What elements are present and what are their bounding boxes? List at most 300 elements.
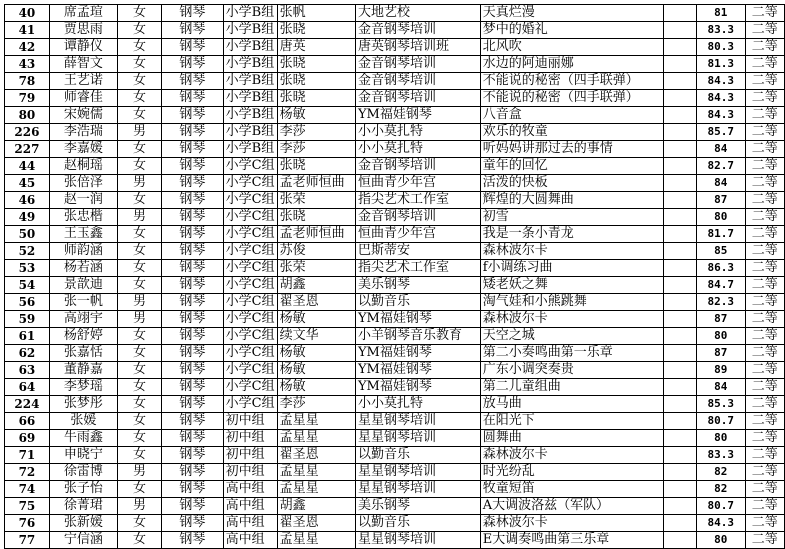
- cell-score: 83.3: [696, 447, 745, 464]
- cell-number: 226: [5, 124, 50, 141]
- cell-gender: 男: [118, 464, 162, 481]
- cell-name: 李嘉媛: [49, 141, 117, 158]
- cell-empty: [664, 158, 697, 175]
- cell-award: 二等: [745, 294, 784, 311]
- cell-award: 二等: [745, 243, 784, 260]
- cell-instrument: 钢琴: [162, 311, 224, 328]
- cell-gender: 女: [118, 328, 162, 345]
- cell-number: 77: [5, 532, 50, 549]
- cell-organization: 以勤音乐: [355, 447, 480, 464]
- cell-name: 赵一润: [49, 192, 117, 209]
- cell-gender: 女: [118, 39, 162, 56]
- cell-number: 224: [5, 396, 50, 413]
- cell-award: 二等: [745, 532, 784, 549]
- table-row: [5, 175, 785, 192]
- cell-empty: [664, 311, 697, 328]
- cell-teacher: 杨敏: [277, 345, 355, 362]
- cell-name: 师韵涵: [49, 243, 117, 260]
- cell-organization: 美乐钢琴: [355, 277, 480, 294]
- cell-award: 二等: [745, 175, 784, 192]
- cell-gender: 男: [118, 175, 162, 192]
- cell-empty: [664, 243, 697, 260]
- cell-number: 49: [5, 209, 50, 226]
- cell-instrument: 钢琴: [162, 447, 224, 464]
- cell-instrument: 钢琴: [162, 481, 224, 498]
- cell-empty: [664, 396, 697, 413]
- cell-instrument: 钢琴: [162, 413, 224, 430]
- cell-empty: [664, 379, 697, 396]
- cell-name: 徐菁珺: [49, 498, 117, 515]
- cell-score: 86.3: [696, 260, 745, 277]
- cell-instrument: 钢琴: [162, 260, 224, 277]
- cell-piece: 活泼的快板: [480, 175, 663, 192]
- cell-gender: 女: [118, 515, 162, 532]
- table-row: [5, 396, 785, 413]
- table-row: [5, 226, 785, 243]
- cell-gender: 女: [118, 379, 162, 396]
- cell-empty: [664, 39, 697, 56]
- cell-number: 52: [5, 243, 50, 260]
- cell-score: 82: [696, 481, 745, 498]
- cell-organization: 小小莫扎特: [355, 396, 480, 413]
- cell-piece: 八音盒: [480, 107, 663, 124]
- table-row: [5, 22, 785, 39]
- table-row: [5, 243, 785, 260]
- cell-piece: 森林波尔卡: [480, 515, 663, 532]
- table-row: [5, 345, 785, 362]
- cell-instrument: 钢琴: [162, 345, 224, 362]
- cell-empty: [664, 226, 697, 243]
- table-row: [5, 481, 785, 498]
- cell-number: 53: [5, 260, 50, 277]
- cell-name: 景歆迪: [49, 277, 117, 294]
- table-row: [5, 56, 785, 73]
- cell-group: 小学B组: [223, 90, 277, 107]
- cell-group: 小学B组: [223, 107, 277, 124]
- cell-award: 二等: [745, 124, 784, 141]
- cell-award: 二等: [745, 345, 784, 362]
- cell-number: 80: [5, 107, 50, 124]
- cell-organization: YM福娃钢琴: [355, 107, 480, 124]
- cell-gender: 女: [118, 277, 162, 294]
- cell-empty: [664, 5, 697, 22]
- cell-gender: 女: [118, 430, 162, 447]
- cell-instrument: 钢琴: [162, 158, 224, 175]
- table-row: [5, 107, 785, 124]
- cell-score: 80: [696, 430, 745, 447]
- cell-number: 227: [5, 141, 50, 158]
- cell-teacher: 李莎: [277, 141, 355, 158]
- cell-award: 二等: [745, 277, 784, 294]
- cell-name: 张新媛: [49, 515, 117, 532]
- cell-gender: 女: [118, 226, 162, 243]
- cell-teacher: 杨敏: [277, 362, 355, 379]
- cell-instrument: 钢琴: [162, 362, 224, 379]
- cell-teacher: 张晓: [277, 209, 355, 226]
- cell-organization: 金音钢琴培训: [355, 56, 480, 73]
- cell-number: 64: [5, 379, 50, 396]
- cell-score: 84.3: [696, 90, 745, 107]
- cell-empty: [664, 56, 697, 73]
- cell-group: 初中组: [223, 464, 277, 481]
- award-table: [4, 4, 785, 549]
- cell-award: 二等: [745, 430, 784, 447]
- cell-name: 宋婉儒: [49, 107, 117, 124]
- cell-award: 二等: [745, 209, 784, 226]
- cell-empty: [664, 90, 697, 107]
- cell-gender: 女: [118, 73, 162, 90]
- cell-piece: 我是一条小青龙: [480, 226, 663, 243]
- cell-teacher: 翟圣恩: [277, 294, 355, 311]
- cell-organization: 恒曲青少年宫: [355, 175, 480, 192]
- cell-teacher: 苏俊: [277, 243, 355, 260]
- cell-group: 小学C组: [223, 175, 277, 192]
- cell-empty: [664, 22, 697, 39]
- cell-empty: [664, 464, 697, 481]
- cell-organization: YM福娃钢琴: [355, 379, 480, 396]
- cell-teacher: 胡鑫: [277, 277, 355, 294]
- cell-instrument: 钢琴: [162, 277, 224, 294]
- cell-number: 79: [5, 90, 50, 107]
- cell-instrument: 钢琴: [162, 175, 224, 192]
- cell-number: 69: [5, 430, 50, 447]
- cell-empty: [664, 498, 697, 515]
- cell-organization: 唐英钢琴培训班: [355, 39, 480, 56]
- cell-score: 82.3: [696, 294, 745, 311]
- cell-instrument: 钢琴: [162, 294, 224, 311]
- cell-piece: 天真烂漫: [480, 5, 663, 22]
- cell-name: 申晓宁: [49, 447, 117, 464]
- cell-group: 高中组: [223, 498, 277, 515]
- cell-piece: 牧童短笛: [480, 481, 663, 498]
- table-row: [5, 209, 785, 226]
- cell-award: 二等: [745, 141, 784, 158]
- cell-teacher: 张晓: [277, 22, 355, 39]
- cell-score: 85.7: [696, 124, 745, 141]
- table-row: [5, 532, 785, 549]
- cell-group: 小学B组: [223, 141, 277, 158]
- cell-score: 87: [696, 311, 745, 328]
- cell-group: 小学C组: [223, 209, 277, 226]
- cell-gender: 女: [118, 90, 162, 107]
- cell-piece: 水边的阿迪丽娜: [480, 56, 663, 73]
- cell-number: 71: [5, 447, 50, 464]
- table-row: [5, 328, 785, 345]
- cell-piece: 放马曲: [480, 396, 663, 413]
- table-body: [5, 5, 785, 549]
- cell-score: 85: [696, 243, 745, 260]
- cell-score: 82: [696, 464, 745, 481]
- cell-number: 42: [5, 39, 50, 56]
- cell-number: 54: [5, 277, 50, 294]
- cell-number: 40: [5, 5, 50, 22]
- cell-group: 初中组: [223, 430, 277, 447]
- cell-name: 王玉鑫: [49, 226, 117, 243]
- cell-number: 75: [5, 498, 50, 515]
- cell-score: 80: [696, 328, 745, 345]
- cell-number: 44: [5, 158, 50, 175]
- cell-number: 72: [5, 464, 50, 481]
- cell-organization: 星星钢琴培训: [355, 532, 480, 549]
- cell-instrument: 钢琴: [162, 464, 224, 481]
- cell-name: 张忠楷: [49, 209, 117, 226]
- cell-number: 78: [5, 73, 50, 90]
- cell-teacher: 张荣: [277, 260, 355, 277]
- cell-gender: 女: [118, 447, 162, 464]
- cell-group: 小学C组: [223, 260, 277, 277]
- cell-organization: 星星钢琴培训: [355, 481, 480, 498]
- table-row: [5, 39, 785, 56]
- cell-piece: 初雪: [480, 209, 663, 226]
- cell-gender: 女: [118, 107, 162, 124]
- cell-name: 师睿佳: [49, 90, 117, 107]
- cell-score: 80: [696, 209, 745, 226]
- cell-empty: [664, 294, 697, 311]
- cell-organization: 金音钢琴培训: [355, 73, 480, 90]
- cell-empty: [664, 532, 697, 549]
- cell-award: 二等: [745, 192, 784, 209]
- cell-organization: 金音钢琴培训: [355, 158, 480, 175]
- cell-score: 80.7: [696, 498, 745, 515]
- cell-group: 小学C组: [223, 345, 277, 362]
- cell-score: 84.3: [696, 515, 745, 532]
- cell-piece: 欢乐的牧童: [480, 124, 663, 141]
- cell-piece: 童年的回忆: [480, 158, 663, 175]
- cell-gender: 女: [118, 396, 162, 413]
- cell-number: 56: [5, 294, 50, 311]
- cell-instrument: 钢琴: [162, 90, 224, 107]
- table-row: [5, 379, 785, 396]
- table-row: [5, 277, 785, 294]
- cell-instrument: 钢琴: [162, 39, 224, 56]
- cell-teacher: 李莎: [277, 396, 355, 413]
- table-row: [5, 124, 785, 141]
- cell-name: 张梦彤: [49, 396, 117, 413]
- cell-award: 二等: [745, 260, 784, 277]
- cell-award: 二等: [745, 73, 784, 90]
- table-row: [5, 158, 785, 175]
- cell-organization: 金音钢琴培训: [355, 90, 480, 107]
- cell-organization: 指尖艺术工作室: [355, 260, 480, 277]
- table-row: [5, 413, 785, 430]
- cell-gender: 男: [118, 294, 162, 311]
- cell-organization: 小小莫扎特: [355, 124, 480, 141]
- cell-award: 二等: [745, 158, 784, 175]
- cell-group: 小学C组: [223, 158, 277, 175]
- cell-empty: [664, 515, 697, 532]
- cell-group: 小学C组: [223, 226, 277, 243]
- cell-group: 高中组: [223, 532, 277, 549]
- cell-piece: 梦中的婚礼: [480, 22, 663, 39]
- cell-instrument: 钢琴: [162, 226, 224, 243]
- cell-award: 二等: [745, 226, 784, 243]
- cell-instrument: 钢琴: [162, 532, 224, 549]
- cell-teacher: 孟星星: [277, 464, 355, 481]
- table-row: [5, 498, 785, 515]
- cell-empty: [664, 175, 697, 192]
- cell-group: 小学B组: [223, 73, 277, 90]
- cell-number: 76: [5, 515, 50, 532]
- cell-name: 张一帆: [49, 294, 117, 311]
- cell-score: 84: [696, 141, 745, 158]
- cell-number: 62: [5, 345, 50, 362]
- cell-score: 89: [696, 362, 745, 379]
- cell-number: 66: [5, 413, 50, 430]
- cell-instrument: 钢琴: [162, 124, 224, 141]
- cell-score: 87: [696, 192, 745, 209]
- cell-organization: 星星钢琴培训: [355, 464, 480, 481]
- cell-piece: 森林波尔卡: [480, 243, 663, 260]
- table-row: [5, 192, 785, 209]
- cell-organization: 星星钢琴培训: [355, 430, 480, 447]
- cell-gender: 女: [118, 141, 162, 158]
- cell-teacher: 张晓: [277, 90, 355, 107]
- cell-teacher: 翟圣恩: [277, 515, 355, 532]
- cell-teacher: 续文华: [277, 328, 355, 345]
- cell-organization: 以勤音乐: [355, 515, 480, 532]
- cell-organization: 美乐钢琴: [355, 498, 480, 515]
- cell-piece: 北风吹: [480, 39, 663, 56]
- cell-instrument: 钢琴: [162, 141, 224, 158]
- table-row: [5, 90, 785, 107]
- cell-score: 81.7: [696, 226, 745, 243]
- cell-name: 赵桐瑶: [49, 158, 117, 175]
- table-row: [5, 73, 785, 90]
- cell-name: 高翊宇: [49, 311, 117, 328]
- cell-empty: [664, 209, 697, 226]
- cell-name: 李浩瑞: [49, 124, 117, 141]
- cell-teacher: 张晓: [277, 73, 355, 90]
- cell-name: 张倍泽: [49, 175, 117, 192]
- cell-organization: 恒曲青少年宫: [355, 226, 480, 243]
- cell-score: 81: [696, 5, 745, 22]
- cell-group: 小学C组: [223, 328, 277, 345]
- cell-piece: 圆舞曲: [480, 430, 663, 447]
- cell-gender: 女: [118, 345, 162, 362]
- cell-empty: [664, 447, 697, 464]
- cell-award: 二等: [745, 413, 784, 430]
- cell-instrument: 钢琴: [162, 515, 224, 532]
- cell-award: 二等: [745, 396, 784, 413]
- cell-instrument: 钢琴: [162, 5, 224, 22]
- cell-name: 牛雨鑫: [49, 430, 117, 447]
- cell-award: 二等: [745, 464, 784, 481]
- cell-piece: 森林波尔卡: [480, 447, 663, 464]
- cell-instrument: 钢琴: [162, 192, 224, 209]
- cell-score: 84: [696, 379, 745, 396]
- cell-group: 初中组: [223, 413, 277, 430]
- cell-group: 高中组: [223, 515, 277, 532]
- cell-name: 徐雷博: [49, 464, 117, 481]
- cell-organization: 大地艺校: [355, 5, 480, 22]
- cell-organization: 小羊钢琴音乐教育: [355, 328, 480, 345]
- cell-group: 小学B组: [223, 124, 277, 141]
- cell-empty: [664, 345, 697, 362]
- table-row: [5, 430, 785, 447]
- cell-instrument: 钢琴: [162, 430, 224, 447]
- cell-group: 小学B组: [223, 22, 277, 39]
- cell-empty: [664, 73, 697, 90]
- cell-organization: 小小莫扎特: [355, 141, 480, 158]
- cell-score: 82.7: [696, 158, 745, 175]
- cell-gender: 女: [118, 260, 162, 277]
- cell-number: 63: [5, 362, 50, 379]
- cell-empty: [664, 192, 697, 209]
- cell-teacher: 杨敏: [277, 107, 355, 124]
- cell-organization: 星星钢琴培训: [355, 413, 480, 430]
- cell-teacher: 张晓: [277, 158, 355, 175]
- cell-award: 二等: [745, 311, 784, 328]
- cell-award: 二等: [745, 90, 784, 107]
- cell-piece: 矮老妖之舞: [480, 277, 663, 294]
- table-row: [5, 515, 785, 532]
- cell-empty: [664, 124, 697, 141]
- cell-score: 80: [696, 532, 745, 549]
- cell-name: 贾思雨: [49, 22, 117, 39]
- cell-gender: 女: [118, 413, 162, 430]
- cell-number: 45: [5, 175, 50, 192]
- cell-instrument: 钢琴: [162, 56, 224, 73]
- cell-gender: 女: [118, 243, 162, 260]
- cell-award: 二等: [745, 362, 784, 379]
- cell-organization: 金音钢琴培训: [355, 209, 480, 226]
- cell-name: 李梦瑶: [49, 379, 117, 396]
- cell-name: 张嘉恬: [49, 345, 117, 362]
- cell-empty: [664, 362, 697, 379]
- cell-empty: [664, 430, 697, 447]
- table-row: [5, 464, 785, 481]
- cell-group: 小学C组: [223, 277, 277, 294]
- cell-number: 59: [5, 311, 50, 328]
- cell-group: 小学C组: [223, 192, 277, 209]
- cell-instrument: 钢琴: [162, 243, 224, 260]
- cell-teacher: 李莎: [277, 124, 355, 141]
- cell-gender: 女: [118, 481, 162, 498]
- cell-piece: A大调波洛兹（军队）: [480, 498, 663, 515]
- cell-score: 81.3: [696, 56, 745, 73]
- cell-piece: E大调奏鸣曲第三乐章: [480, 532, 663, 549]
- cell-teacher: 孟星星: [277, 532, 355, 549]
- cell-gender: 女: [118, 22, 162, 39]
- cell-piece: 天空之城: [480, 328, 663, 345]
- cell-piece: 听妈妈讲那过去的事情: [480, 141, 663, 158]
- cell-piece: 辉煌的大圆舞曲: [480, 192, 663, 209]
- cell-award: 二等: [745, 56, 784, 73]
- cell-name: 宁信涵: [49, 532, 117, 549]
- cell-teacher: 张荣: [277, 192, 355, 209]
- cell-piece: 不能说的秘密（四手联弹）: [480, 73, 663, 90]
- cell-group: 小学B组: [223, 56, 277, 73]
- cell-number: 43: [5, 56, 50, 73]
- cell-piece: 广东小调突奏贵: [480, 362, 663, 379]
- cell-empty: [664, 481, 697, 498]
- cell-teacher: 孟星星: [277, 413, 355, 430]
- cell-organization: 巴斯蒂安: [355, 243, 480, 260]
- cell-number: 50: [5, 226, 50, 243]
- cell-teacher: 张帆: [277, 5, 355, 22]
- cell-group: 初中组: [223, 447, 277, 464]
- cell-instrument: 钢琴: [162, 328, 224, 345]
- cell-number: 46: [5, 192, 50, 209]
- table-row: [5, 141, 785, 158]
- cell-award: 二等: [745, 379, 784, 396]
- cell-organization: 指尖艺术工作室: [355, 192, 480, 209]
- table-row: [5, 362, 785, 379]
- cell-group: 小学C组: [223, 294, 277, 311]
- cell-number: 41: [5, 22, 50, 39]
- cell-piece: 在阳光下: [480, 413, 663, 430]
- cell-piece: 淘气娃和小熊跳舞: [480, 294, 663, 311]
